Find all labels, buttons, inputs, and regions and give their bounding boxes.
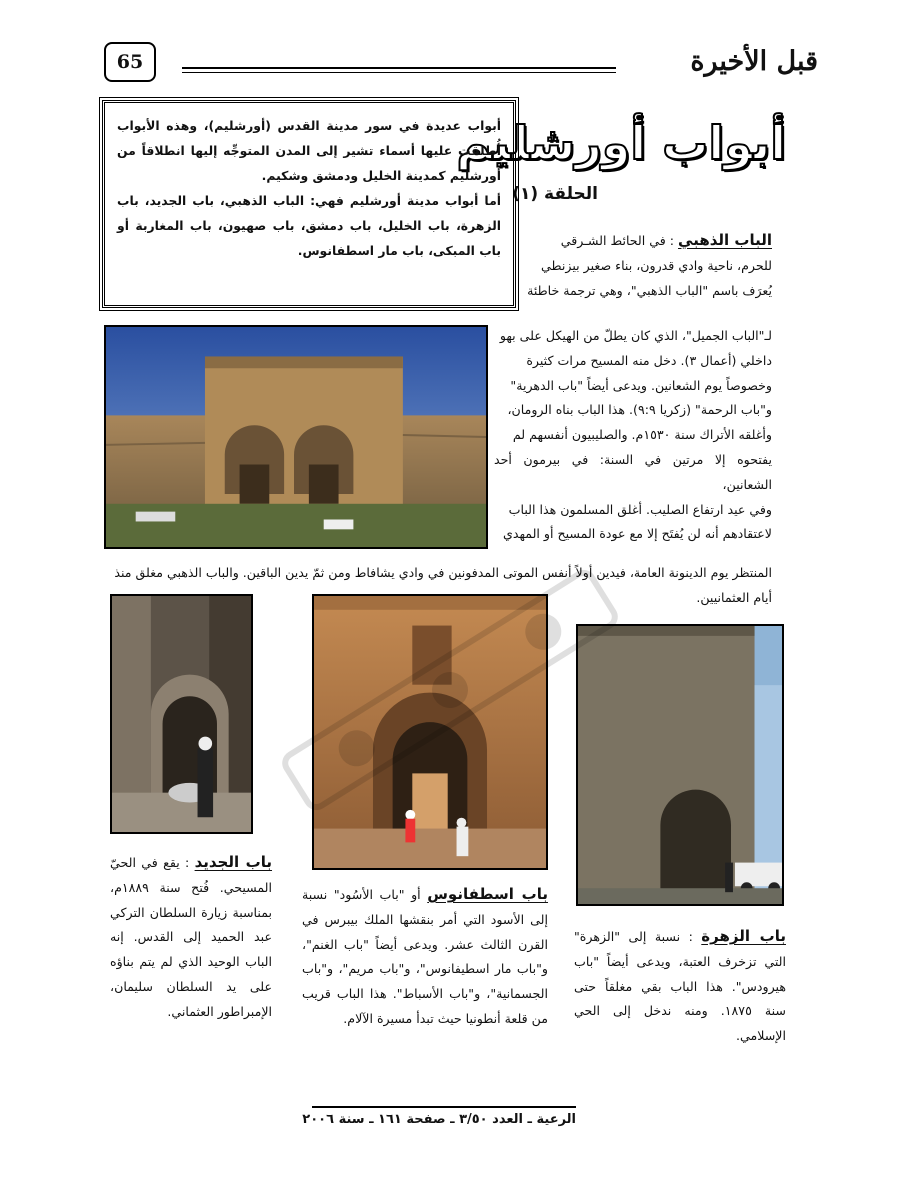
herods-gate-text: باب الزهرة : نسبة إلى "الزهرة" التي تزخرف العتبة، ويدعى أيضاً "باب هيرودس". هذا الباب بقي مغلقاً حتى سنة ١٨٧٥. ومنه ندخل إلى الحي الإسلامي. <box>574 927 786 1044</box>
golden-gate-line-11: لاعتقادهم أنه لن يُفتَح إلا مع عودة المسيح أو المهدي <box>503 526 772 542</box>
stephens-gate-body: نسبة إلى الأسود التي أمر بنقشها الملك بيبرس في القرن الثالث عشر. ويدعى أيضاً "باب الغنم"، و"باب مار اسطيفانوس"، و"باب مريم"، و"باب الجسمانية"، و"باب الأسباط". هذا الباب قريب من قلعة أنطونيا حيث تبدأ مسيرة الآلام. <box>302 887 548 1026</box>
footer-text: الرعية ـ العدد ٣/٥٠ ـ صفحة ١٦١ ـ سنة ٢٠٠٦ <box>302 1112 576 1127</box>
golden-gate-line-9: يفتحوه إلا مرتين في السنة: في بيرمون أحد الشعانين، <box>494 451 772 492</box>
golden-gate-line-6: وخصوصاً يوم الشعانين. ويدعى أيضاً "باب الدهرية" <box>510 377 772 393</box>
golden-gate-line-4: لـ"الباب الجميل"، الذي كان يطلّ من الهيكل على بهو <box>499 328 772 343</box>
new-gate-body: الحيّ المسيحي. فُتح سنة ١٨٨٩م، بمناسبة زيارة السلطان التركي عبد الحميد إلى القدس. إنه الباب الوحيد الذي لم يتم بناؤه على يد السلطان سليمان، الإمبراطور العثماني. <box>110 855 272 1019</box>
golden-gate-photo <box>104 325 488 549</box>
golden-gate-line-2: للحرم، ناحية وادي قدرون، بناء صغير بيزنطي <box>541 257 772 273</box>
page-number: 65 <box>116 51 144 73</box>
golden-gate-line-12: المنتظر يوم الدينونة العامة، فيدين أولاً أنفس الموتى المدفونين في وادي يشافاط ومن ثمّ يدين الباقين. والباب الذهبي مغلق منذ <box>114 565 772 580</box>
stephens-gate-text <box>302 882 548 1032</box>
golden-gate-text-narrow <box>494 324 772 547</box>
golden-gate-text-top: الباب الذهبي : في الحائط الشـرقي للحرم، ناحية وادي قدرون، بناء صغير بيزنطي يُعرَف باسم "الباب الذهبي"، وهي ترجمة خاطئة <box>520 228 772 303</box>
herods-gate-label: باب الزهرة <box>701 927 786 945</box>
stephens-gate-label: باب اسطفانوس <box>427 885 549 903</box>
new-gate-lead: يقع في <box>141 855 180 870</box>
golden-gate-line-1: في الحائط الشـرقي <box>560 233 666 248</box>
intro-box <box>102 100 516 308</box>
watermark <box>230 560 670 820</box>
intro-paragraph-2: أما أبواب مدينة أورشليم فهي: الباب الذهبي، باب الجديد، باب الزهرة، باب الخليل، باب دمشق، باب صهيون، باب المغاربة أو باب المبكى، باب مار اسطفانوس. <box>117 193 501 258</box>
herods-gate-body: "الزهرة" التي تزخرف العتبة، ويدعى أيضاً "باب هيرودس". هذا الباب بقي مغلقاً حتى سنة ١٨٧٥. ومنه ندخل إلى الحي الإسلامي. <box>574 929 786 1044</box>
header-rule <box>182 67 616 69</box>
new-gate-text: باب الجديد : يقع في الحيّ المسيحي. فُتح سنة ١٨٨٩م، بمناسبة زيارة السلطان التركي عبد الحميد إلى القدس. إنه الباب الوحيد الذي لم يتم بناؤه على يد السلطان سليمان، الإمبراطور العثماني. <box>110 853 273 1019</box>
section-title: قبل الأخيرة <box>690 46 818 77</box>
herods-gate-lead: نسبة إلى <box>628 929 681 944</box>
new-gate-label: باب الجديد <box>194 853 273 871</box>
article-title: أبواب أورشليم <box>456 116 786 170</box>
golden-gate-line-5: داخلي (أعمال ٣). دخل منه المسيح مرات كثيرة <box>526 352 772 368</box>
header-rule-thin <box>182 72 616 73</box>
golden-gate-label: الباب الذهبي <box>678 231 772 249</box>
episode-label: الحلقة (١) <box>512 184 598 204</box>
golden-gate-line-8: وأغلقه الأتراك سنة ١٥٣٠م. والصليبيون أنفسهم لم <box>512 427 772 443</box>
intro-paragraph-1: أبواب عديدة في سور مدينة القدس (أورشليم)، وهذه الأبواب أُطلقت عليها أسماء تشير إلى المدن المتوجِّه إليها انطلاقاً من أورشليم كمدينة الخليل ودمشق وشكيم. <box>117 118 501 183</box>
golden-gate-line-13: أيام العثمانيين. <box>696 589 772 605</box>
stephens-gate-lead: أو "باب الأسُود" <box>333 887 421 902</box>
page-number-box <box>104 42 156 82</box>
golden-gate-line-10: وفي عيد ارتفاع الصليب. أغلق المسلمون هذا الباب <box>508 501 772 517</box>
footer-rule <box>312 1106 576 1108</box>
golden-gate-line-3: يُعرَف باسم "الباب الذهبي"، وهي ترجمة خاطئة <box>527 282 772 298</box>
golden-gate-line-7: و"باب الرحمة" (زكريا ٩:٩). هذا الباب بناه الرومان، <box>507 402 772 418</box>
